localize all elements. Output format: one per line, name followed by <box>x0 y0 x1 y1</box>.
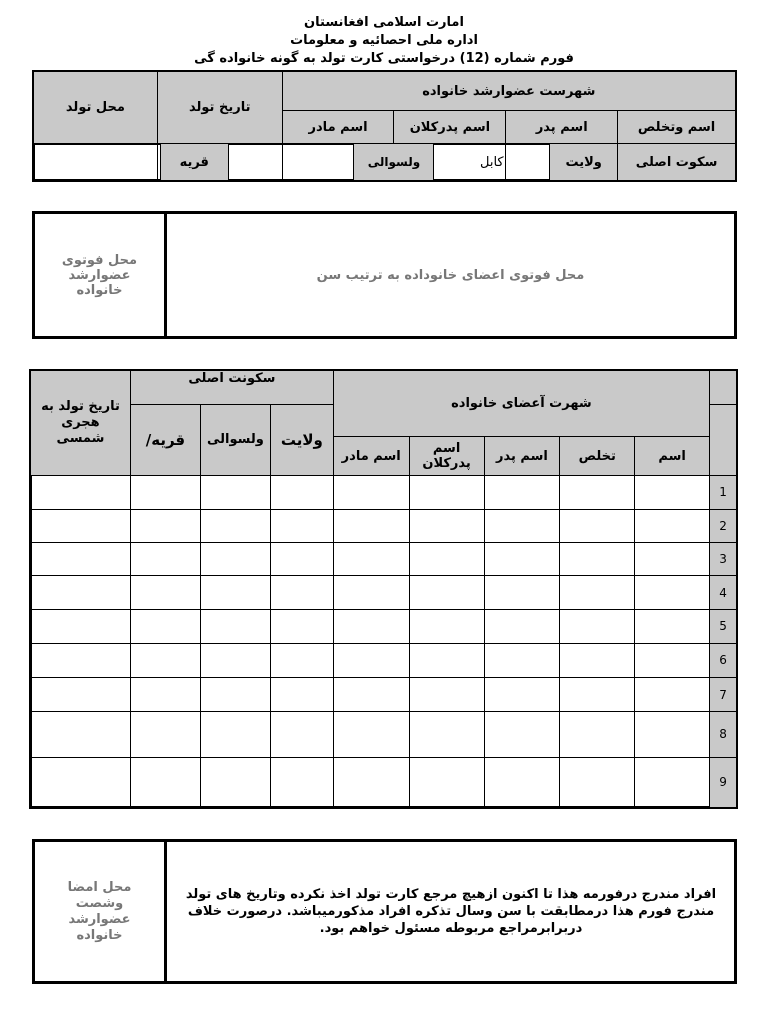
grandfather-cell[interactable] <box>409 712 484 757</box>
district-cell[interactable] <box>200 509 270 542</box>
signature-divider <box>164 841 167 982</box>
village-label: قریه <box>160 144 228 181</box>
row-number: 7 <box>710 678 737 712</box>
pob-header: محل تولد <box>34 72 158 145</box>
village-cell[interactable] <box>131 475 201 509</box>
mother-cell[interactable] <box>333 678 409 712</box>
members-residence-label: سکونت اصلی <box>131 371 334 405</box>
father-header: اسم پدر <box>506 111 618 144</box>
residence-label: سکوت اصلی <box>618 144 736 181</box>
district-cell[interactable] <box>200 543 270 576</box>
lastname-cell[interactable] <box>560 509 635 542</box>
row-number: 4 <box>710 576 737 609</box>
table-row <box>31 712 737 757</box>
members-dob-header: تاریخ تولد به هجری شمسی <box>31 371 131 476</box>
father-cell[interactable] <box>484 757 560 807</box>
lastname-cell[interactable] <box>560 475 635 509</box>
name-cell[interactable] <box>635 757 710 807</box>
col-father-header: اسم پدر <box>484 437 560 475</box>
father-cell[interactable] <box>484 475 560 509</box>
table-row <box>31 509 737 542</box>
number-header <box>710 405 737 475</box>
grandfather-cell[interactable] <box>409 678 484 712</box>
row-number: 5 <box>710 609 737 643</box>
district-cell[interactable] <box>200 576 270 609</box>
village-cell[interactable] <box>131 609 201 643</box>
col-village-header: قریه/ <box>131 405 201 475</box>
col-district-header: ولسوالی <box>200 405 270 475</box>
col-mother-header: اسم مادر <box>333 437 409 475</box>
father-cell[interactable] <box>484 609 560 643</box>
lastname-cell[interactable] <box>560 643 635 677</box>
corner-cell <box>710 371 737 405</box>
table-row <box>31 609 737 643</box>
members-table <box>30 370 737 808</box>
district-cell[interactable] <box>200 712 270 757</box>
table-row <box>31 475 737 509</box>
table-row <box>31 643 737 677</box>
name-cell[interactable] <box>635 543 710 576</box>
col-grandfather-header: اسم پدرکلان <box>409 437 484 475</box>
lastname-cell[interactable] <box>560 757 635 807</box>
name-header: اسم وتخلص <box>618 111 736 144</box>
mother-cell[interactable] <box>333 712 409 757</box>
col-province-header: ولایت <box>270 405 333 475</box>
table-row <box>31 576 737 609</box>
name-cell[interactable] <box>635 576 710 609</box>
row-number: 8 <box>710 712 737 757</box>
name-cell[interactable] <box>635 678 710 712</box>
province-label: ولایت <box>550 144 618 181</box>
father-cell[interactable] <box>484 543 560 576</box>
grandfather-cell[interactable] <box>409 576 484 609</box>
province-value[interactable]: کابل <box>434 144 550 181</box>
province-cell[interactable] <box>270 509 333 542</box>
name-cell[interactable] <box>635 609 710 643</box>
dob-cell[interactable] <box>31 609 131 643</box>
lastname-cell[interactable] <box>560 543 635 576</box>
grandfather-cell[interactable] <box>409 543 484 576</box>
name-cell[interactable] <box>635 509 710 542</box>
grandfather-cell[interactable] <box>409 643 484 677</box>
row-number: 2 <box>710 509 737 542</box>
mother-cell[interactable] <box>333 509 409 542</box>
name-cell[interactable] <box>635 712 710 757</box>
village-cell[interactable] <box>131 678 201 712</box>
father-cell[interactable] <box>484 643 560 677</box>
head-of-family-group-label: شهرست عضوارشد خانواده <box>282 72 735 111</box>
district-cell[interactable] <box>200 678 270 712</box>
village-cell[interactable] <box>131 509 201 542</box>
header-line-1: امارت اسلامی افغانستان <box>304 15 464 30</box>
family-photo-area[interactable] <box>167 213 734 337</box>
dob-header: تاریخ تولد <box>157 72 282 145</box>
dob-cell[interactable] <box>31 475 131 509</box>
father-cell[interactable] <box>484 576 560 609</box>
mother-cell[interactable] <box>333 609 409 643</box>
name-cell[interactable] <box>635 643 710 677</box>
table-row <box>31 543 737 576</box>
district-field[interactable] <box>228 144 354 181</box>
row-number: 3 <box>710 543 737 576</box>
province-cell[interactable] <box>270 543 333 576</box>
village-cell[interactable] <box>131 643 201 677</box>
declaration-text: افراد مندرج درفورمه هذا تا اکنون ازهیچ مرجع کارت تولد اخذ نکرده وتاریخ های تولد مندرج فورم هذا درمطابقت با سن وسال تذکره افراد مذکورمیباشد. درصورت خلاف دربرابرمراجع مربوطه مسئول خواهم بود. <box>185 887 717 936</box>
table-row <box>31 678 737 712</box>
grandfather-header: اسم پدرکلان <box>394 111 506 144</box>
grandfather-cell[interactable] <box>409 509 484 542</box>
district-cell[interactable] <box>200 757 270 807</box>
province-cell[interactable] <box>270 712 333 757</box>
district-cell[interactable] <box>200 609 270 643</box>
grandfather-cell[interactable] <box>409 475 484 509</box>
dob-cell[interactable] <box>31 509 131 542</box>
father-cell[interactable] <box>484 712 560 757</box>
mother-cell[interactable] <box>333 643 409 677</box>
head-photo-area[interactable] <box>35 213 164 337</box>
village-field[interactable] <box>34 144 161 181</box>
row-number: 6 <box>710 643 737 677</box>
header-line-2: اداره ملی احصائیه و معلومات <box>290 33 478 48</box>
lastname-cell[interactable] <box>560 609 635 643</box>
row-number: 9 <box>710 757 737 807</box>
head-photo-label: محل فوتوی عضوارشد خانواده <box>61 252 138 298</box>
province-cell[interactable] <box>270 609 333 643</box>
district-cell[interactable] <box>200 475 270 509</box>
father-cell[interactable] <box>484 678 560 712</box>
dob-cell[interactable] <box>31 543 131 576</box>
col-name-header: اسم <box>635 437 710 475</box>
dob-cell[interactable] <box>31 678 131 712</box>
district-cell[interactable] <box>200 643 270 677</box>
lastname-cell[interactable] <box>560 678 635 712</box>
declaration-area <box>172 841 730 982</box>
lastname-cell[interactable] <box>560 712 635 757</box>
father-cell[interactable] <box>484 509 560 542</box>
signature-label: محل امضا وشصت عضوارشد خانواده <box>67 879 132 943</box>
village-cell[interactable] <box>131 543 201 576</box>
grandfather-cell[interactable] <box>409 609 484 643</box>
grandfather-cell[interactable] <box>409 757 484 807</box>
members-group-label: شهرت آعضای خانواده <box>333 371 709 437</box>
mother-cell[interactable] <box>333 543 409 576</box>
dob-cell[interactable] <box>31 712 131 757</box>
col-lastname-header: تخلص <box>560 437 635 475</box>
mother-cell[interactable] <box>333 475 409 509</box>
dob-cell[interactable] <box>31 643 131 677</box>
village-cell[interactable] <box>131 576 201 609</box>
dob-cell[interactable] <box>31 757 131 807</box>
province-cell[interactable] <box>270 475 333 509</box>
province-cell[interactable] <box>270 678 333 712</box>
mother-cell[interactable] <box>333 757 409 807</box>
residence-row <box>33 143 736 181</box>
dob-cell[interactable] <box>31 576 131 609</box>
mother-header: اسم مادر <box>282 111 394 144</box>
village-cell[interactable] <box>131 757 201 807</box>
mother-cell[interactable] <box>333 576 409 609</box>
village-cell[interactable] <box>131 712 201 757</box>
province-cell[interactable] <box>270 643 333 677</box>
lastname-cell[interactable] <box>560 576 635 609</box>
table-row <box>31 757 737 807</box>
province-cell[interactable] <box>270 757 333 807</box>
family-photo-label: محل فوتوی اعضای خانوداده به ترتیب سن <box>316 267 585 283</box>
signature-area[interactable] <box>35 841 164 982</box>
name-cell[interactable] <box>635 475 710 509</box>
district-label: ولسوالی <box>354 144 434 181</box>
province-cell[interactable] <box>270 576 333 609</box>
form-title: فورم شماره (12) درخواستی کارت تولد به گونه خانواده گی <box>194 51 574 66</box>
row-number: 1 <box>710 475 737 509</box>
